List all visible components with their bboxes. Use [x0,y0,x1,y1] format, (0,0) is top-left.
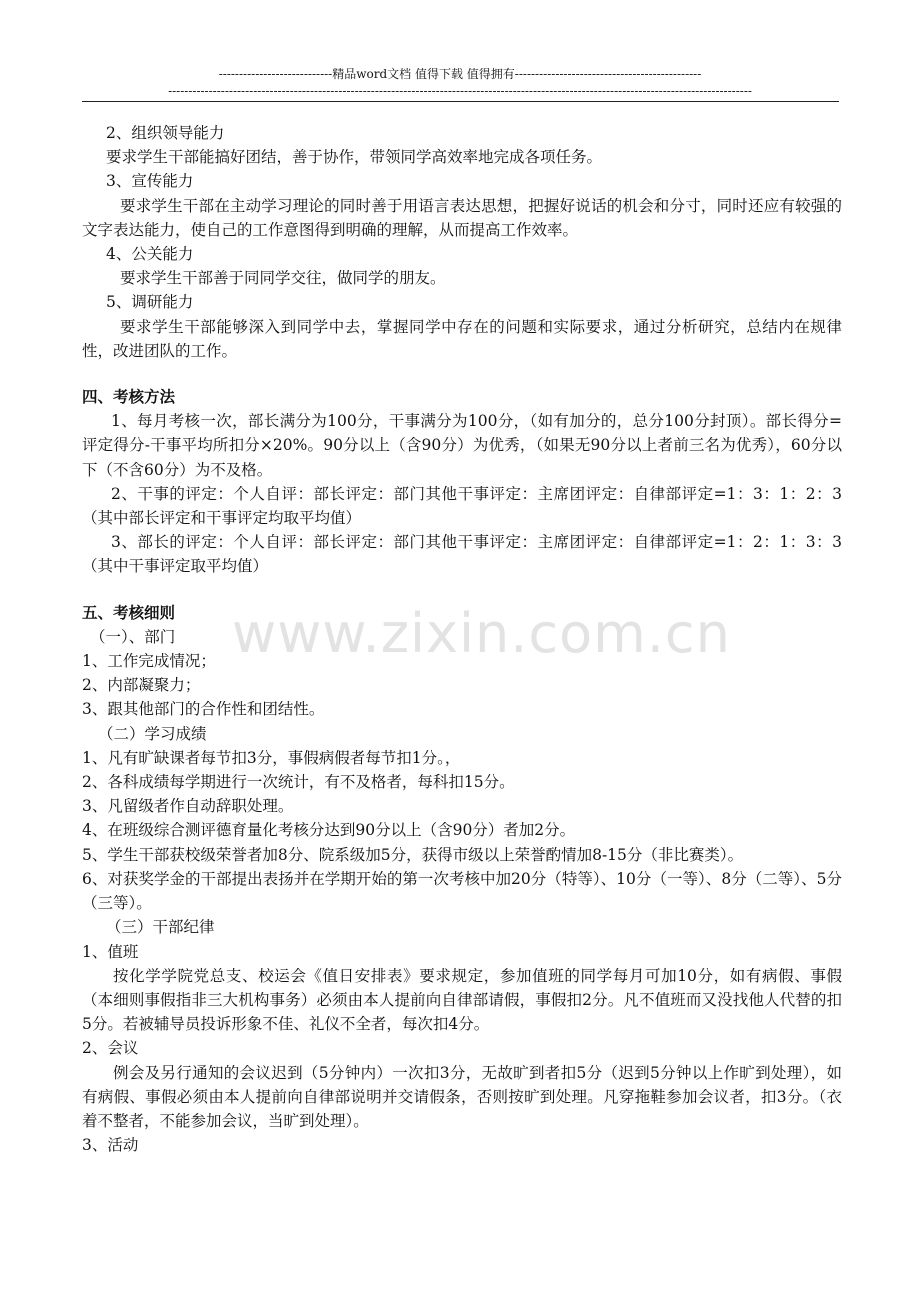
item-heading: 3、宣传能力 [106,172,194,191]
list-item: 3、凡留级者作自动辞职处理。 [82,797,294,816]
page-header-dashes: ------------------------------------------------------------------------------------------------------------------------------------------------ [168,84,752,98]
list-item: 4、在班级综合测评德育量化考核分达到90分以上（含90分）者加2分。 [82,821,576,840]
item-heading: 2、组织领导能力 [106,124,225,142]
paragraph: 按化学学院党总支、校运会《值日安排表》要求规定，参加值班的同学每月可加10分，如有病假、事假（本细则事假指非三大机构事务）必须由本人提前向自律部请假，事假扣2分。凡不值班而又没找他人代替的扣5分。若被辅导员投诉形象不佳、礼仪不全者，每次扣4分。 [82,966,842,1034]
spacer [82,363,842,385]
paragraph: 要求学生干部在主动学习理论的同时善于用语言表达思想，把握好说话的机会和分寸，同时还应有较强的文字表达能力，使自己的工作意图得到明确的理解，从而提高工作效率。 [82,196,842,239]
document-body [82,121,842,1157]
section-heading: 五、考核细则 [82,603,176,622]
list-item: 1、值班 [82,942,139,961]
list-item: 2、内部凝聚力； [82,676,201,695]
list-item: 1、凡有旷缺课者每节扣3分，事假病假者每节扣1分。， [82,748,461,767]
item-heading: 5、调研能力 [106,293,194,312]
paragraph: 例会及另行通知的会议迟到（5分钟内）一次扣3分，无故旷到者扣5分（迟到5分钟以上作旷到处理），如有病假、事假必须由本人提前向自律部说明并交请假条，否则按旷到处理。凡穿拖鞋参加会议者，扣3分。（衣着不整者，不能参加会议，当旷到处理）。 [82,1063,842,1130]
watermark: www.zixin.com.cn [232,602,731,665]
paragraph: 1、每月考核一次，部长满分为100分，干事满分为100分，（如有加分的，总分100分封顶）。部长得分=评定得分-干事平均所扣分×20%。90分以上（含90分）为优秀，（如果无90分以上者前三名为优秀），60分以下（不含60分）为不及格。 [82,412,842,479]
item-heading: 4、公关能力 [106,245,194,264]
section-heading: 四、考核方法 [82,388,176,407]
paragraph: 要求学生干部善于同同学交往，做同学的朋友。 [120,269,446,288]
list-item: 2、会议 [82,1039,139,1058]
list-item: 5、学生干部获校级荣誉者加8分、院系级加5分，获得市级以上荣誉酌情加8-15分（非比赛类）。 [82,845,744,864]
paragraph: 3、部长的评定：个人自评：部长评定：部门其他干事评定：主席团评定：自律部评定=1：2：1：3：3 （其中干事评定取平均值） [82,533,842,576]
list-item: 6、对获奖学金的干部提出表扬并在学期开始的第一次考核中加20分（特等）、10分（一等）、8分（二等）、5分（三等）。 [82,869,842,913]
list-item: 2、各科成绩每学期进行一次统计，有不及格者，每科扣15分。 [82,773,515,792]
header-rule [82,101,839,102]
list-item: 3、跟其他部门的合作性和团结性。 [82,700,325,719]
paragraph: 要求学生干部能够深入到同学中去，掌握同学中存在的问题和实际要求，通过分析研究，总结内在规律性，改进团队的工作。 [82,317,842,360]
page-header-top: ----------------------------精品word文档 值得下载 值得拥有---------------------------------------------- [218,67,702,81]
list-item: 3、活动 [82,1136,139,1155]
subsection-heading: （三）干部纪律 [106,918,215,937]
paragraph: 2、干事的评定：个人自评：部长评定：部门其他干事评定：主席团评定：自律部评定=1：3：1：2：3 （其中部长评定和干事评定均取平均值） [82,484,842,528]
paragraph: 要求学生干部能搞好团结，善于协作，带领同学高效率地完成各项任务。 [106,148,603,167]
subsection-heading: （二）学习成绩 [98,724,207,743]
list-item: 1、工作完成情况； [82,652,216,671]
spacer [82,579,842,601]
subsection-heading: （一）、部门 [90,627,176,646]
